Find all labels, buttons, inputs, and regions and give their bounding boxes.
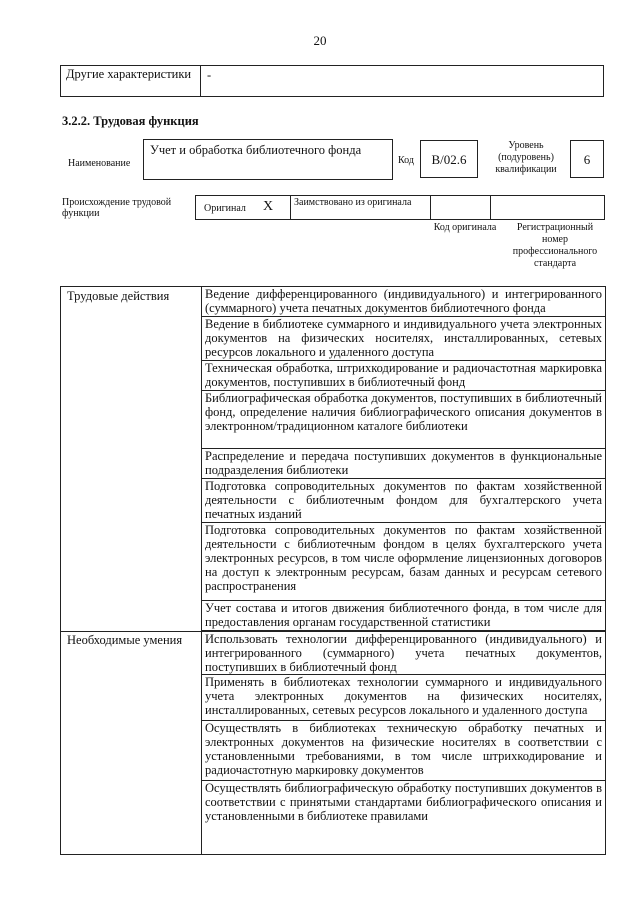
labor-action-item: Ведение дифференцированного (индивидуального) и интегрированного (суммарного) учета печатных документов библиотечного фонда	[202, 287, 605, 317]
origin-label: Происхождение трудовой функции	[62, 197, 172, 219]
page-number: 20	[313, 33, 327, 48]
skill-item: Осуществлять в библиотеках техническую обработку печатных и электронных документов на физические носителях в соответствии с установленными требованиями, в том числе штрихкодирование и радиочастотную маркировку документов	[202, 721, 605, 781]
original-label: Оригинал	[204, 203, 246, 214]
labor-action-item: Библиографическая обработка документов, поступивших в библиотечный фонд, определение наличия библиографического описания документов в электронном/традиционном каталоге библиотеки	[202, 391, 605, 449]
functions-table	[60, 286, 606, 855]
qualification-level-label: Уровень (подуровень) квалификации	[495, 140, 557, 175]
other-characteristics-value: -	[207, 68, 212, 82]
labor-action-item: Учет состава и итогов движения библиотечного фонда, в том числе для предоставления органам государственной статистики	[202, 601, 605, 631]
code-original-label: Код оригинала	[433, 222, 497, 233]
qualification-level: 6	[570, 140, 604, 178]
other-characteristics-label: Другие характеристики	[61, 66, 201, 96]
section-heading: 3.2.2. Трудовая функция	[62, 114, 199, 128]
origin-original-cell	[196, 196, 291, 219]
other-characteristics-table	[60, 65, 604, 97]
skill-item: Использовать технологии дифференцированного (индивидуального) и интегрированного (суммарного) учета печатных документов, поступивших в библиотечный фонд	[202, 632, 605, 675]
code-label: Код	[398, 155, 414, 166]
labor-action-item: Ведение в библиотеке суммарного и индивидуального учета электронных документов на физических носителях, инсталлированных, сетевых ресурсов локального и удаленного доступа	[202, 317, 605, 361]
labor-action-item: Подготовка сопроводительных документов по фактам хозяйственной деятельности с библиотечным фондом в целях бухгалтерского учета электронных ресурсов, в том числе оформление лицензионных договоров на доступ к электронным ресурсам, базам данных и ресурсам сетевого распространения	[202, 523, 605, 601]
name-label: Наименование	[68, 158, 131, 169]
function-name: Учет и обработка библиотечного фонда	[143, 139, 393, 180]
origin-grid	[195, 195, 605, 220]
code-original-cell	[431, 196, 491, 219]
original-mark: X	[263, 199, 274, 214]
labor-actions-label: Трудовые действия	[67, 289, 170, 303]
function-code: B/02.6	[420, 140, 478, 178]
skill-item: Применять в библиотеках технологии суммарного и индивидуального учета электронных документов на физических носителях, инсталлированных, сетевых ресурсов локального и удаленного доступа	[202, 675, 605, 721]
borrowed-label: Заимствовано из оригинала	[291, 196, 431, 219]
skill-item: Осуществлять библиографическую обработку поступивших документов в соответствии с принятыми стандартами библиографического описания и установленными в библиотеке правилами	[205, 781, 602, 823]
required-skills-label: Необходимые умения	[67, 633, 183, 647]
reg-number-label: Регистрационный номер профессионального стандарта	[512, 222, 598, 269]
labor-action-item: Подготовка сопроводительных документов по фактам хозяйственной деятельности с библиотечным фондом для бухгалтерского учета печатных изданий	[202, 479, 605, 523]
labor-action-item: Распределение и передача поступивших документов в функциональные подразделения библиотеки	[202, 449, 605, 479]
labor-action-item: Техническая обработка, штрихкодирование и радиочастотная маркировка документов, поступивших в библиотечный фонд	[202, 361, 605, 391]
